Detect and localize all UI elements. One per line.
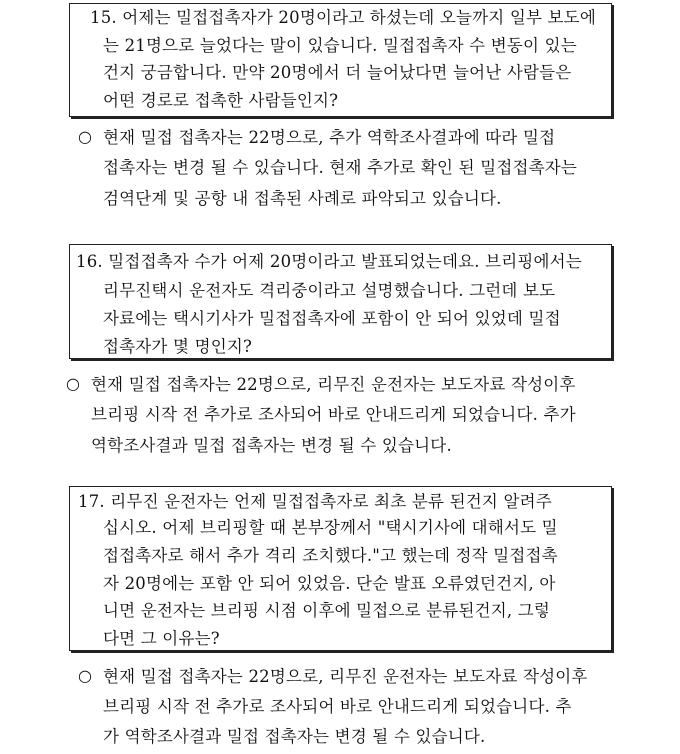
answer-16-line: 역학조사결과 밀접 접촉자는 변경 될 수 있습니다. (91, 436, 452, 455)
answer-16-bullet: ○ (66, 374, 80, 393)
answer-15-bullet: ○ (78, 127, 92, 146)
answer-16-line: 현재 밀접 접촉자는 22명으로, 리무진 운전자는 보도자료 작성이후 (91, 375, 576, 394)
question-15-line: 는 21명으로 늘었다는 말이 있습니다. 밀접접촉자 수 변동이 있는 (103, 36, 577, 55)
question-17-line: 접접촉자로 해서 추가 격리 조치했다."고 했는데 정작 밀접접촉 (103, 546, 558, 565)
answer-15-line: 접촉자는 변경 될 수 있습니다. 현재 추가로 확인 된 밀접접촉자는 (103, 158, 578, 177)
answer-15-line: 검역단계 및 공항 내 접촉된 사례로 파악되고 있습니다. (103, 189, 502, 208)
question-16-line: 자료에는 택시기사가 밀접접촉자에 포함이 안 되어 있었데 밀접 (103, 309, 561, 328)
question-17-line: 17. 리무진 운전자는 언제 밀접접촉자로 최초 분류 된건지 알려주 (78, 492, 552, 511)
question-15-line: 건지 궁금합니다. 만약 20명에서 더 늘어났다면 늘어난 사람들은 (103, 63, 572, 82)
question-16-line: 리무진택시 운전자도 격리중이라고 설명했습니다. 그런데 보도 (103, 281, 556, 300)
question-16-line: 16. 밀접접촉자 수가 어제 20명이라고 발표되었는데요. 브리핑에서는 (76, 252, 582, 271)
answer-17-line: 현재 밀접 접촉자는 22명으로, 리무진 운전자는 보도자료 작성이후 (103, 667, 588, 686)
question-17-line: 자 20명에는 포함 안 되어 있었음. 단순 발표 오류였던건지, 아 (103, 574, 556, 593)
question-17-line: 십시오. 어제 브리핑할 때 본부장께서 "택시기사에 대해서도 밀 (103, 518, 558, 537)
question-15-line: 15. 어제는 밀접접촉자가 20명이라고 하셨는데 오늘까지 일부 보도에 (90, 8, 596, 27)
answer-17-bullet: ○ (78, 666, 92, 685)
answer-15-line: 현재 밀접 접촉자는 22명으로, 추가 역학조사결과에 따라 밀접 (103, 128, 556, 147)
question-15-line: 어떤 경로로 접촉한 사람들인지? (103, 91, 339, 110)
question-16-line: 접촉자가 몇 명인지? (103, 337, 253, 356)
answer-17-line: 브리핑 시작 전 추가로 조사되어 바로 안내드리게 되었습니다. 추 (103, 697, 572, 716)
question-17-line: 다면 그 이유는? (103, 629, 220, 648)
answer-17-line: 가 역학조사결과 밀접 접촉자는 변경 될 수 있습니다. (103, 727, 486, 746)
answer-16-line: 브리핑 시작 전 추가로 조사되어 바로 안내드리게 되었습니다. 추가 (91, 405, 576, 424)
question-17-line: 니면 운전자는 브리핑 시점 이후에 밀접으로 분류된건지, 그렇 (103, 601, 551, 620)
